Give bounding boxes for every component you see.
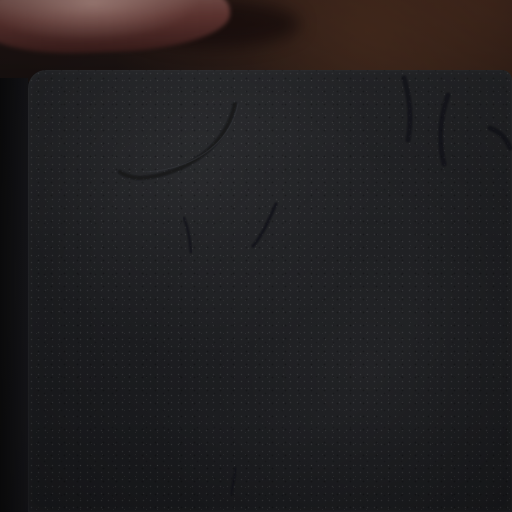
dark-textured-board — [28, 70, 512, 512]
left-edge-strip — [0, 78, 28, 512]
